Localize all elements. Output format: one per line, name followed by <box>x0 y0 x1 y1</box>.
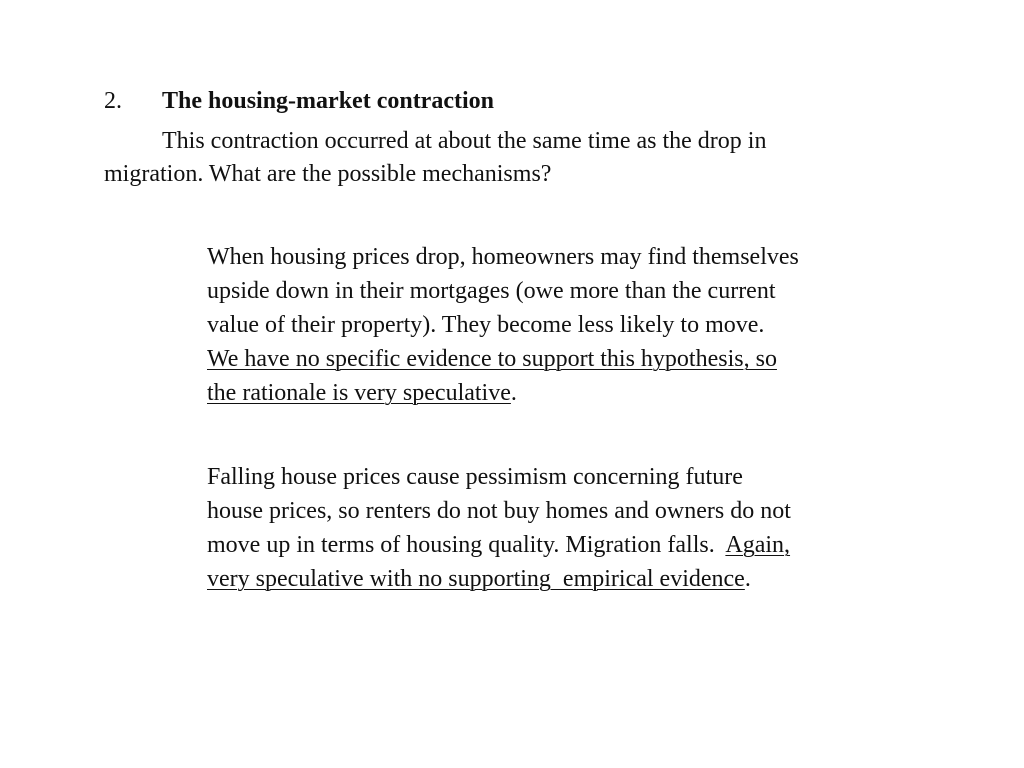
section-heading <box>104 85 494 117</box>
mechanism-1-line-1: When housing prices drop, homeowners may find themselves <box>207 244 799 270</box>
section-title: The housing-market contraction <box>162 88 494 114</box>
intro-line-1: This contraction occurred at about the same time as the drop in <box>162 128 767 154</box>
mechanism-paragraph-1 <box>207 240 927 410</box>
mechanism-2-line-3: move up in terms of housing quality. Migration falls. <box>207 532 726 558</box>
mechanism-1-caveat-line-2: the rationale is very speculative <box>207 380 511 406</box>
mechanism-1-line-2: upside down in their mortgages (owe more than the current <box>207 278 776 304</box>
intro-paragraph <box>104 125 904 191</box>
mechanism-2-line-2: house prices, so renters do not buy homes and owners do not <box>207 498 791 524</box>
mechanism-1-period: . <box>510 380 517 406</box>
mechanism-2-period: . <box>744 566 751 592</box>
section-number: 2. <box>104 88 122 114</box>
mechanism-1-caveat-line-1: We have no specific evidence to support this hypothesis, so <box>207 346 777 372</box>
mechanism-1-line-3: value of their property). They become less likely to move. <box>207 312 765 338</box>
mechanism-2-caveat-start: Again, <box>725 532 791 558</box>
mechanism-paragraph-2 <box>207 460 927 596</box>
mechanism-2-caveat-line: very speculative with no supporting empirical evidence <box>207 566 745 592</box>
mechanism-2-line-1: Falling house prices cause pessimism concerning future <box>207 464 743 490</box>
intro-line-2: migration. What are the possible mechanisms? <box>104 161 552 187</box>
